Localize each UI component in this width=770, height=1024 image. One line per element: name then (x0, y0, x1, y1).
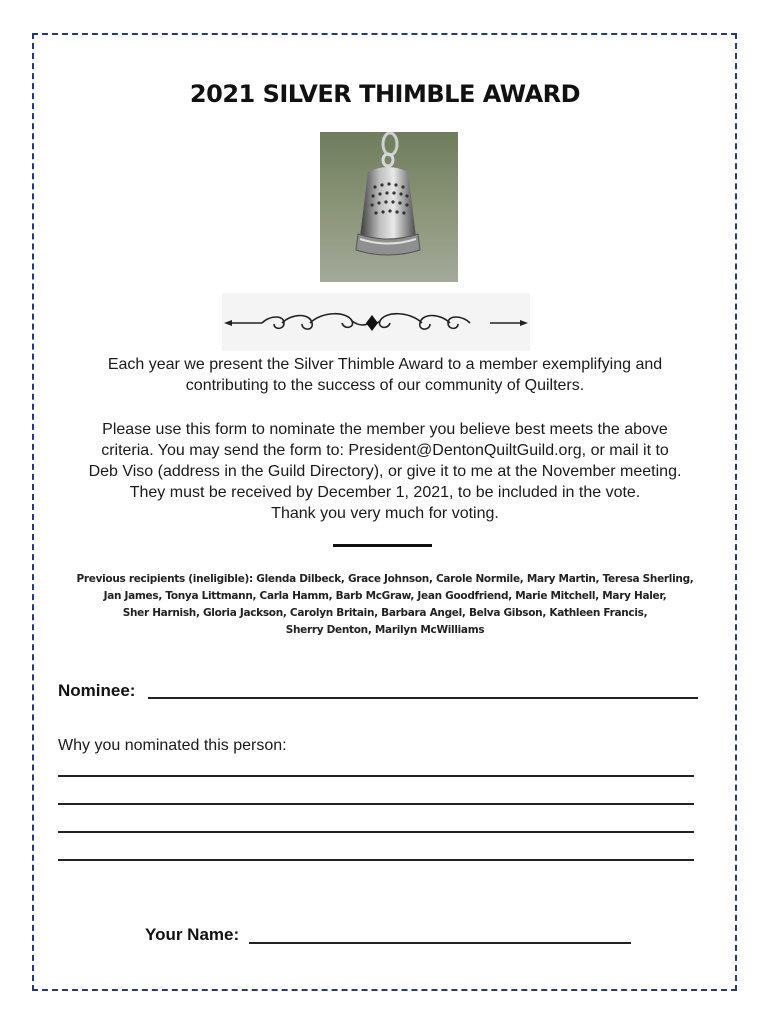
section-divider (333, 544, 432, 547)
why-label: Why you nominated this person: (58, 737, 287, 754)
instructions-line: Deb Viso (address in the Guild Directory), or give it to me at the November meeting. (88, 463, 682, 480)
previous-recipients-line: Jan James, Tonya Littmann, Carla Hamm, Barb McGraw, Jean Goodfriend, Marie Mitchell, Mary Haler, (103, 590, 667, 602)
instructions-line: criteria. You may send the form to: President@DentonQuiltGuild.org, or mail it to (101, 442, 669, 459)
nominee-field[interactable] (148, 697, 698, 699)
previous-recipients-line: Sherry Denton, Marilyn McWilliams (285, 624, 485, 636)
why-field-line[interactable] (58, 831, 694, 833)
intro-line: Each year we present the Silver Thimble Award to a member exemplifying and (107, 356, 663, 373)
previous-recipients-line: Previous recipients (ineligible): Glenda Dilbeck, Grace Johnson, Carole Normile, Mary Martin, Teresa Sherling, (76, 573, 694, 585)
scroll-divider-ornament (222, 293, 530, 351)
intro-line: contributing to the success of our community of Quilters. (185, 377, 585, 394)
instructions-line: Thank you very much for voting. (271, 505, 499, 522)
nominee-label: Nominee: (58, 681, 136, 700)
why-field-line[interactable] (58, 775, 694, 777)
previous-recipients (58, 571, 712, 639)
your-name-label: Your Name: (145, 925, 240, 944)
intro-paragraph (40, 354, 730, 396)
page-title: 2021 SILVER THIMBLE AWARD (189, 80, 581, 108)
instructions-paragraph (40, 419, 730, 524)
your-name-field[interactable] (249, 942, 631, 944)
why-field-line[interactable] (58, 803, 694, 805)
instructions-line: They must be received by December 1, 2021, to be included in the vote. (129, 484, 641, 501)
instructions-line: Please use this form to nominate the member you believe best meets the above (102, 421, 668, 438)
previous-recipients-line: Sher Harnish, Gloria Jackson, Carolyn Britain, Barbara Angel, Belva Gibson, Kathleen Francis, (122, 607, 648, 619)
why-field-line[interactable] (58, 859, 694, 861)
thimble-photo (320, 132, 458, 282)
